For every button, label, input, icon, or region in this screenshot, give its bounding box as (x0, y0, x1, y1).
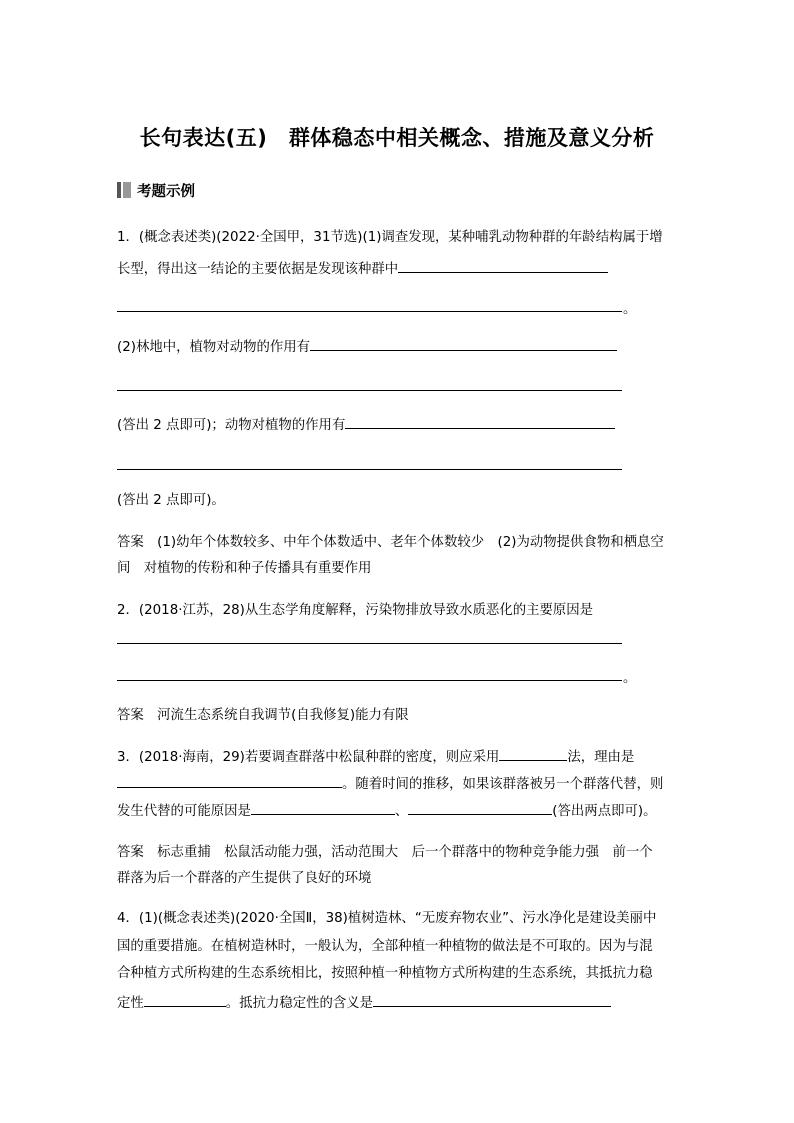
q1-line5: (答出 2 点即可)。 (117, 493, 225, 508)
q1-line2 (117, 258, 608, 280)
q3-line3-text: 发生代替的可能原因是 (117, 804, 251, 819)
q1-answer-line-2[interactable] (117, 311, 622, 312)
section-label: 考题示例 (137, 183, 195, 200)
q1-plant-role-blank[interactable] (310, 336, 617, 351)
a2-line1: 答案 河流生态系统自我调节(自我修复)能力有限 (117, 708, 409, 723)
q2-end-mark: 。 (623, 671, 637, 686)
q1-line1: 1．(概念表述类)(2022·全国甲，31节选)(1)调查发现，某种哺乳动物种群的年龄结构属于增 (117, 230, 663, 245)
q4-stability-blank[interactable] (144, 992, 226, 1007)
a1-line2: 间 对植物的传粉和种子传播具有重要作用 (117, 561, 372, 576)
section-bar-icon (117, 182, 121, 198)
q1-line2-text: 长型，得出这一结论的主要依据是发现该种群中 (117, 262, 399, 277)
q2-line1: 2．(2018·江苏，28)从生态学角度解释，污染物排放导致水质恶化的主要原因是 (117, 603, 594, 618)
q4-line4-text: 定性 (117, 996, 144, 1011)
q3-line2-text: 。随着时间的推移，如果该群落被另一个群落代替，则 (342, 777, 664, 792)
q1-animal-role-blank[interactable] (345, 414, 615, 429)
q1-line3-text: (2)林地中，植物对动物的作用有 (117, 340, 311, 355)
a3-line1: 答案 标志重捕 松鼠活动能力强，活动范围大 后一个群落中的物种竞争能力强 前一个 (117, 845, 653, 860)
q3-line1-text-b: 法，理由是 (567, 750, 635, 765)
section-header (117, 180, 195, 200)
page-title: 长句表达(五) 群体稳态中相关概念、措施及意义分析 (139, 126, 655, 150)
q1-answer-blank-1[interactable] (398, 258, 608, 273)
q1-plant-role-line-2[interactable] (117, 390, 622, 391)
q4-line1: 4．(1)(概念表述类)(2020·全国Ⅱ，38)植树造林、“无废弃物农业”、污水净化是建设美丽中 (117, 911, 657, 926)
q2-answer-line-1[interactable] (117, 643, 622, 644)
q3-line1 (117, 746, 634, 768)
a3-line2: 群落为后一个群落的产生提供了良好的环境 (117, 871, 372, 886)
q3-cause-blank-2[interactable] (408, 800, 552, 815)
q1-line3 (117, 336, 617, 358)
q3-line3-sep: 、 (394, 804, 409, 819)
q4-meaning-blank[interactable] (373, 992, 611, 1007)
q4-line4 (117, 992, 611, 1014)
q3-method-blank[interactable] (499, 746, 567, 761)
q3-line2 (117, 773, 663, 795)
q2-answer-line-2[interactable] (117, 680, 622, 681)
q1-line4 (117, 414, 615, 436)
section-bar-icon-light (123, 182, 131, 198)
q3-cause-blank-1[interactable] (251, 800, 395, 815)
q3-line3 (117, 800, 656, 822)
q3-reason-blank[interactable] (117, 773, 342, 788)
q4-line3: 合种植方式所构建的生态系统相比，按照种植一种植物方式所构建的生态系统，其抵抗力稳 (117, 966, 653, 981)
q3-line1-text: 3．(2018·海南，29)若要调查群落中松鼠种群的密度，则应采用 (117, 750, 500, 765)
q4-line2: 国的重要措施。在植树造林时，一般认为，全部种植一种植物的做法是不可取的。因为与混 (117, 939, 653, 954)
q1-line4-text: (答出 2 点即可)；动物对植物的作用有 (117, 418, 346, 433)
q4-line4-text-b: 。抵抗力稳定性的含义是 (225, 996, 374, 1011)
q1-end-mark: 。 (623, 302, 637, 317)
a1-line1: 答案 (1)幼年个体数较多、中年个体数适中、老年个体数较少 (2)为动物提供食物和栖息空 (117, 535, 664, 550)
q3-line3-tail: (答出两点即可)。 (552, 804, 657, 819)
q1-animal-role-line-2[interactable] (117, 469, 622, 470)
